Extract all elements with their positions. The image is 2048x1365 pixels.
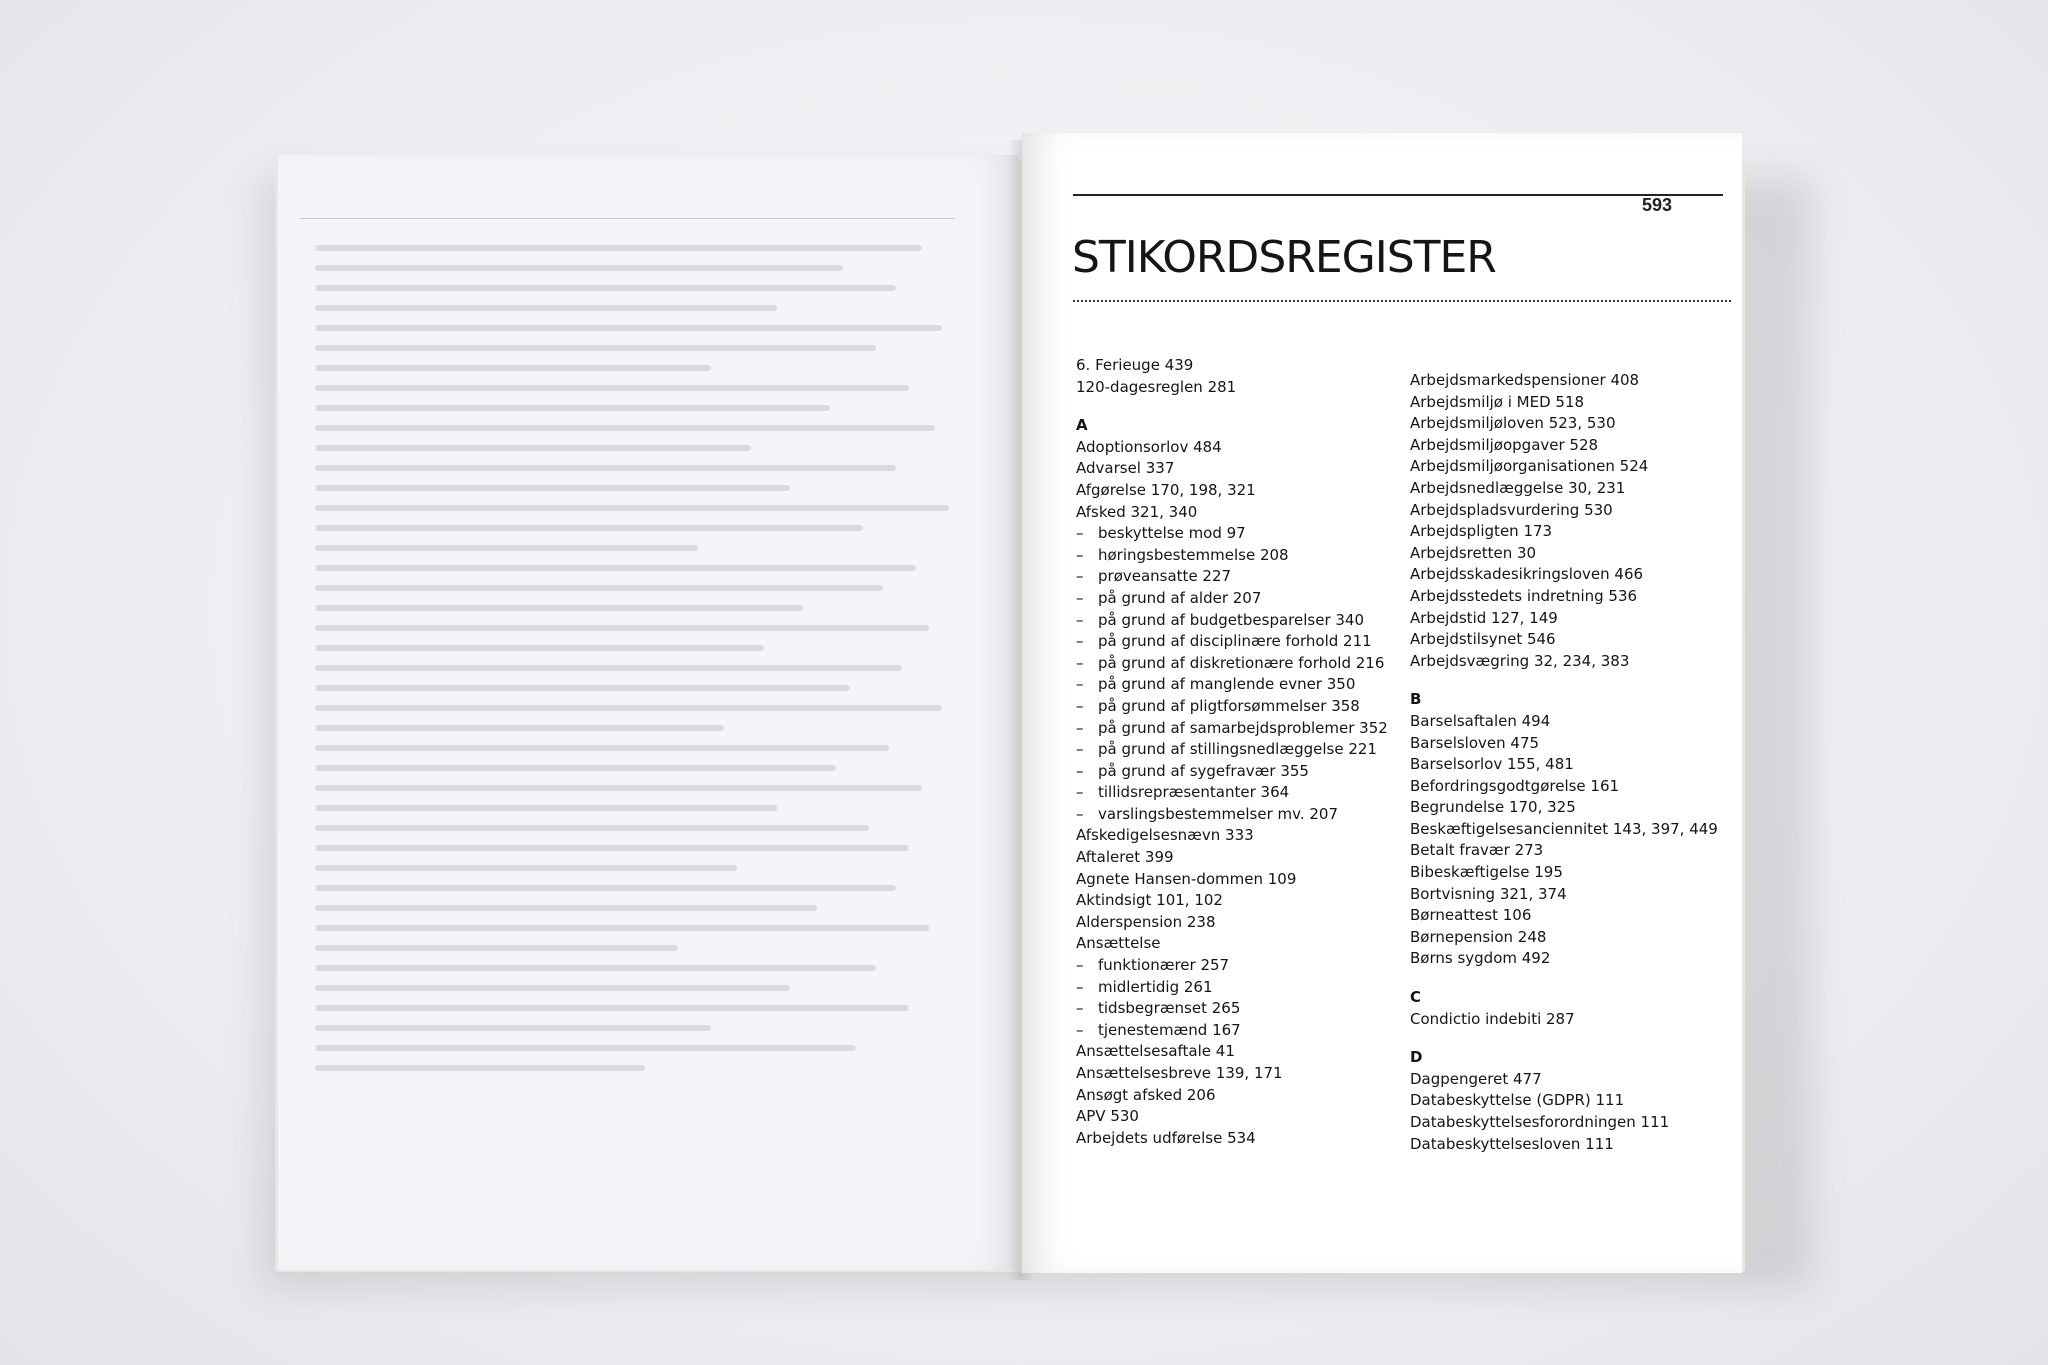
index-entry: Advarsel 337 (1076, 459, 1175, 478)
subentry-text: funktionærer 257 (1098, 956, 1230, 975)
subentry-dash: – (1076, 956, 1084, 975)
subentry-text: på grund af samarbejdsproblemer 352 (1098, 718, 1388, 737)
index-letter-heading: C (1410, 988, 1422, 1007)
index-subentry (1076, 523, 1396, 545)
index-entry: Ansøgt afsked 206 (1076, 1085, 1216, 1104)
index-letter-heading: A (1076, 416, 1088, 435)
subentry-text: på grund af diskretionære forhold 216 (1098, 653, 1385, 672)
index-entry: Arbejdsretten 30 (1410, 543, 1537, 562)
subentry-dash: – (1076, 524, 1084, 543)
index-letter-heading: D (1410, 1048, 1423, 1067)
subentry-dash: – (1076, 632, 1084, 651)
index-subentry (1076, 545, 1396, 567)
title-dotted-rule (1073, 300, 1731, 302)
index-entry: Barselsorlov 155, 481 (1410, 755, 1574, 774)
index-entry: Condictio indebiti 287 (1410, 1009, 1575, 1028)
index-entry: Databeskyttelse (GDPR) 111 (1410, 1091, 1625, 1110)
index-subentry (1076, 977, 1396, 999)
subentry-dash: – (1076, 740, 1084, 759)
index-subentry (1076, 718, 1396, 740)
index-entry: Adoptionsorlov 484 (1076, 437, 1222, 456)
subentry-dash: – (1076, 696, 1084, 715)
subentry-text: tidsbegrænset 265 (1098, 999, 1241, 1018)
index-entry: Aftaleret 399 (1076, 848, 1174, 867)
index-entry: Børneattest 106 (1410, 906, 1532, 925)
index-entry: Arbejdsmiljøorganisationen 524 (1410, 457, 1649, 476)
index-entry: Ansættelsesaftale 41 (1076, 1042, 1235, 1061)
index-subentry (1076, 631, 1396, 653)
index-entry: Aktindsigt 101, 102 (1076, 891, 1223, 910)
index-entry: Barselsaftalen 494 (1410, 711, 1551, 730)
index-entry: Arbejdsvægring 32, 234, 383 (1410, 651, 1630, 670)
subentry-text: høringsbestemmelse 208 (1098, 545, 1289, 564)
subentry-text: på grund af stillingsnedlæggelse 221 (1098, 740, 1377, 759)
index-subentry (1076, 653, 1396, 675)
index-entry: APV 530 (1076, 1107, 1139, 1126)
index-entry: Arbejdstilsynet 546 (1410, 630, 1556, 649)
subentry-dash: – (1076, 999, 1084, 1018)
index-entry: Begrundelse 170, 325 (1410, 798, 1576, 817)
index-entry: Ansættelse (1076, 934, 1161, 953)
index-column-1 (1076, 355, 1396, 1149)
subentry-text: tillidsrepræsentanter 364 (1098, 783, 1290, 802)
index-subentry (1076, 696, 1396, 718)
subentry-dash: – (1076, 1020, 1084, 1039)
left-page-header-rule (300, 218, 955, 219)
index-entry: Børnepension 248 (1410, 927, 1547, 946)
index-subentry (1076, 588, 1396, 610)
index-subentry (1076, 998, 1396, 1020)
subentry-text: på grund af budgetbesparelser 340 (1098, 610, 1365, 629)
index-entry: Afsked 321, 340 (1076, 502, 1198, 521)
left-page-faint-text (315, 245, 975, 1165)
index-entry: Arbejdsstedets indretning 536 (1410, 586, 1638, 605)
index-subentry (1076, 955, 1396, 977)
index-entry: Arbejdsskadesikringsloven 466 (1410, 565, 1644, 584)
subentry-text: prøveansatte 227 (1098, 567, 1232, 586)
index-entry: Arbejdsnedlæggelse 30, 231 (1410, 478, 1626, 497)
index-entry: Agnete Hansen-dommen 109 (1076, 869, 1297, 888)
index-entry: Befordringsgodtgørelse 161 (1410, 776, 1620, 795)
index-column-2 (1410, 370, 1730, 1155)
index-subentry (1076, 761, 1396, 783)
subentry-dash: – (1076, 588, 1084, 607)
subentry-dash: – (1076, 610, 1084, 629)
index-entry: Arbejdspligten 173 (1410, 522, 1553, 541)
index-entry: Alderspension 238 (1076, 912, 1216, 931)
subentry-dash: – (1076, 977, 1084, 996)
page-title: STIKORDSREGISTER (1072, 232, 1496, 283)
index-entry: Arbejdsmiljøopgaver 528 (1410, 435, 1599, 454)
index-entry: 120-dagesreglen 281 (1076, 377, 1237, 396)
subentry-dash: – (1076, 653, 1084, 672)
index-letter-heading: B (1410, 690, 1422, 709)
index-subentry (1076, 610, 1396, 632)
subentry-text: på grund af alder 207 (1098, 588, 1262, 607)
page-number: 593 (1642, 195, 1673, 215)
index-entry: 6. Ferieuge 439 (1076, 356, 1194, 374)
index-entry: Bortvisning 321, 374 (1410, 884, 1567, 903)
subentry-text: på grund af disciplinære forhold 211 (1098, 632, 1372, 651)
subentry-dash: – (1076, 718, 1084, 737)
subentry-dash: – (1076, 761, 1084, 780)
index-subentry (1076, 566, 1396, 588)
index-subentry (1076, 739, 1396, 761)
subentry-text: midlertidig 261 (1098, 977, 1213, 996)
index-subentry (1076, 674, 1396, 696)
subentry-text: beskyttelse mod 97 (1098, 524, 1246, 543)
subentry-text: tjenestemænd 167 (1098, 1020, 1241, 1039)
index-entry: Beskæftigelsesanciennitet 143, 397, 449 (1410, 819, 1718, 838)
index-entry: Databeskyttelsesforordningen 111 (1410, 1113, 1670, 1131)
index-entry: Arbejdsmiljøloven 523, 530 (1410, 414, 1616, 433)
index-entry: Arbejdstid 127, 149 (1410, 608, 1558, 627)
subentry-dash: – (1076, 783, 1084, 802)
index-entry: Arbejdsmiljø i MED 518 (1410, 392, 1585, 411)
subentry-text: varslingsbestemmelser mv. 207 (1098, 804, 1338, 823)
index-subentry (1076, 782, 1396, 804)
index-entry: Arbejdets udførelse 534 (1076, 1128, 1256, 1147)
index-entry: Bibeskæftigelse 195 (1410, 863, 1563, 882)
index-entry: Afskedigelsesnævn 333 (1076, 826, 1254, 845)
subentry-dash: – (1076, 545, 1084, 564)
index-entry: Barselsloven 475 (1410, 733, 1540, 752)
index-entry: Ansættelsesbreve 139, 171 (1076, 1064, 1283, 1082)
subentry-text: på grund af sygefravær 355 (1098, 761, 1309, 780)
index-subentry (1076, 804, 1396, 826)
right-page-header-rule (1073, 194, 1723, 196)
index-entry: Arbejdsmarkedspensioner 408 (1410, 371, 1640, 389)
subentry-text: på grund af pligtforsømmelser 358 (1098, 696, 1360, 715)
index-subentry (1076, 1020, 1396, 1042)
index-entry: Betalt fravær 273 (1410, 841, 1544, 860)
index-entry: Dagpengeret 477 (1410, 1069, 1542, 1088)
subentry-dash: – (1076, 675, 1084, 694)
subentry-text: på grund af manglende evner 350 (1098, 675, 1356, 694)
subentry-dash: – (1076, 804, 1084, 823)
index-entry: Afgørelse 170, 198, 321 (1076, 480, 1256, 499)
index-entry: Arbejdspladsvurdering 530 (1410, 500, 1613, 519)
index-entry: Databeskyttelsesloven 111 (1410, 1134, 1614, 1153)
index-entry: Børns sygdom 492 (1410, 949, 1551, 968)
subentry-dash: – (1076, 567, 1084, 586)
